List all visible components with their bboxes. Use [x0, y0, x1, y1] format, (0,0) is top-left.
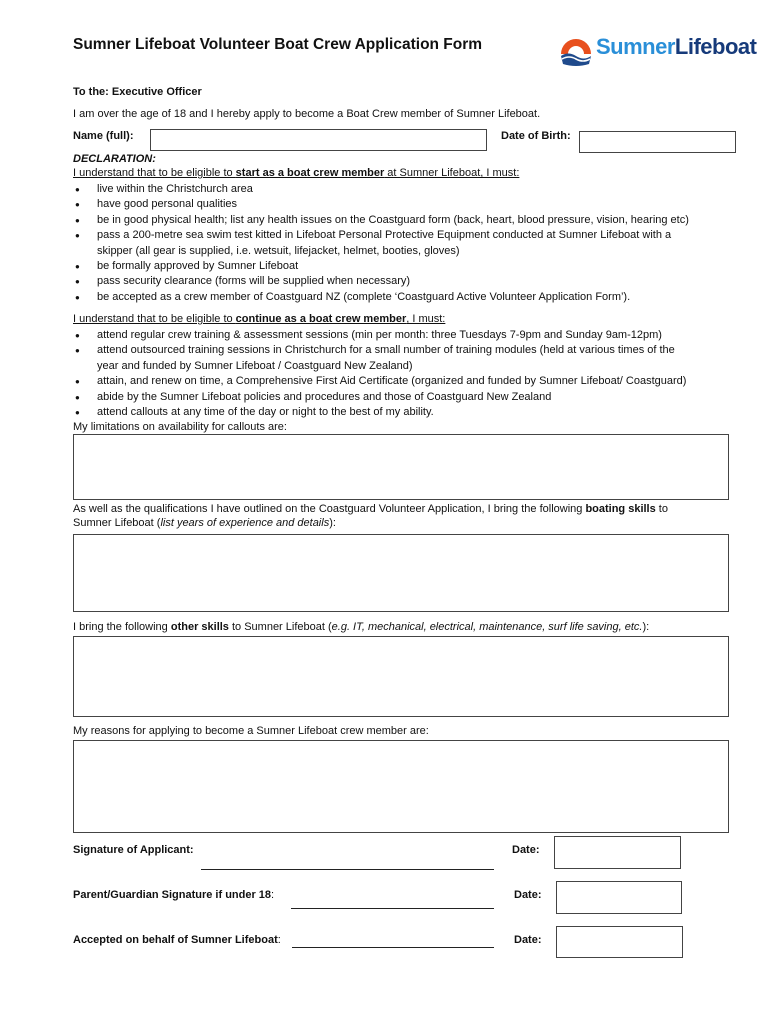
boating-line2-lead: Sumner Lifeboat (	[73, 517, 161, 529]
limitations-label: My limitations on availability for callouts are:	[73, 421, 287, 433]
list-item: ● attain, and renew on time, a Comprehensive First Aid Certificate (organized and funded by Sumner Lifeboat/ Coastguard)	[73, 374, 686, 389]
other-tail: ):	[642, 621, 650, 633]
accepted-label-colon: :	[277, 934, 281, 946]
boating-skills-prompt	[73, 503, 668, 515]
start-lead: I understand that to be eligible to	[73, 167, 236, 179]
dob-label: Date of Birth:	[501, 130, 571, 142]
list-item: ● pass security clearance (forms will be supplied when necessary)	[73, 274, 689, 289]
continue-emphasis: continue as a boat crew member	[235, 313, 407, 325]
guardian-signature-label	[73, 889, 274, 901]
accepted-date-label: Date:	[514, 934, 542, 946]
reasons-label: My reasons for applying to become a Sumner Lifeboat crew member are:	[73, 725, 429, 737]
list-item: ● have good personal qualities	[73, 197, 689, 212]
start-emphasis: start as a boat crew member	[235, 167, 385, 179]
boating-skills-prompt-line2	[73, 517, 336, 529]
list-item-line: pass a 200-metre sea swim test kitted in Lifeboat Personal Protective Equipment conducted at Sumner Lifeboat with a	[97, 229, 672, 242]
list-item: ● be in good physical health; list any health issues on the Coastguard form (back, heart, blood pressure, vision, hearing etc)	[73, 213, 689, 228]
guardian-label-colon: :	[271, 889, 275, 901]
boating-lead: As well as the qualifications I have outlined on the Coastguard Volunteer Application, I bring the following	[73, 503, 586, 515]
addressee-line: To the: Executive Officer	[73, 86, 202, 98]
lifeboat-emblem-icon	[558, 34, 594, 70]
boating-emphasis: boating skills	[585, 503, 656, 515]
logo-word-lifeboat: Lifeboat	[674, 34, 757, 59]
boating-tail: to	[655, 503, 668, 515]
list-item: ● be formally approved by Sumner Lifeboat	[73, 259, 689, 274]
list-item-continuation: year and funded by Sumner Lifeboat / Coastguard New Zealand)	[97, 359, 413, 372]
boating-skills-textarea[interactable]	[73, 534, 729, 612]
list-item	[73, 343, 686, 374]
list-item-continuation: skipper (all gear is supplied, i.e. wetsuit, lifejacket, helmet, booties, gloves)	[97, 244, 460, 257]
guardian-date-field[interactable]	[556, 881, 682, 914]
continue-eligibility-heading	[73, 313, 445, 325]
continue-lead: I understand that to be eligible to	[73, 313, 236, 325]
guardian-signature-line[interactable]	[291, 908, 494, 909]
list-item: ● attend regular crew training & assessment sessions (min per month: three Tuesdays 7-9pm and Sunday 9am-12pm)	[73, 328, 686, 343]
other-italic: e.g. IT, mechanical, electrical, maintenance, surf life saving, etc.	[331, 621, 643, 633]
accepted-date-field[interactable]	[556, 926, 683, 958]
sumner-lifeboat-logo	[558, 32, 757, 72]
applicant-date-label: Date:	[512, 844, 540, 856]
start-requirements-list	[73, 182, 689, 305]
list-item	[73, 228, 689, 259]
boating-line2-italic: list years of experience and details	[160, 517, 330, 529]
accepted-signature-line[interactable]	[292, 947, 494, 948]
guardian-date-label: Date:	[514, 889, 542, 901]
name-field[interactable]	[150, 129, 487, 151]
list-item: ● be accepted as a crew member of Coastguard NZ (complete ‘Coastguard Active Volunteer Application Form’).	[73, 290, 689, 305]
other-skills-textarea[interactable]	[73, 636, 729, 717]
form-title: Sumner Lifeboat Volunteer Boat Crew Application Form	[73, 36, 483, 53]
reasons-textarea[interactable]	[73, 740, 729, 833]
other-emphasis: other skills	[170, 621, 229, 633]
continue-tail: , I must:	[406, 313, 446, 325]
dob-field[interactable]	[579, 131, 736, 153]
boating-line2-tail: ):	[329, 517, 336, 529]
other-lead: I bring the following	[73, 621, 171, 633]
guardian-label-text: Parent/Guardian Signature if under 18	[73, 889, 272, 901]
other-skills-prompt	[73, 621, 649, 633]
accepted-signature-label	[73, 934, 281, 946]
start-eligibility-heading	[73, 167, 519, 179]
intro-text: I am over the age of 18 and I hereby apply to become a Boat Crew member of Sumner Lifeboat.	[73, 108, 541, 120]
continue-requirements-list	[73, 328, 686, 420]
list-item: ● abide by the Sumner Lifeboat policies and procedures and those of Coastguard New Zealand	[73, 390, 686, 405]
limitations-textarea[interactable]	[73, 434, 729, 500]
logo-word-sumner: Sumner	[596, 34, 675, 59]
declaration-heading: DECLARATION:	[73, 153, 156, 165]
name-label: Name (full):	[73, 130, 134, 142]
applicant-signature-label: Signature of Applicant:	[73, 844, 194, 856]
list-item: ● attend callouts at any time of the day or night to the best of my ability.	[73, 405, 686, 420]
accepted-label-text: Accepted on behalf of Sumner Lifeboat	[73, 934, 278, 946]
list-item: ● live within the Christchurch area	[73, 182, 689, 197]
applicant-date-field[interactable]	[554, 836, 681, 869]
applicant-signature-line[interactable]	[201, 869, 494, 870]
other-mid: to Sumner Lifeboat (	[228, 621, 332, 633]
list-item-line: attend outsourced training sessions in Christchurch for a small number of training modules (held at various times of the	[97, 344, 675, 357]
start-tail: at Sumner Lifeboat, I must:	[384, 167, 520, 179]
